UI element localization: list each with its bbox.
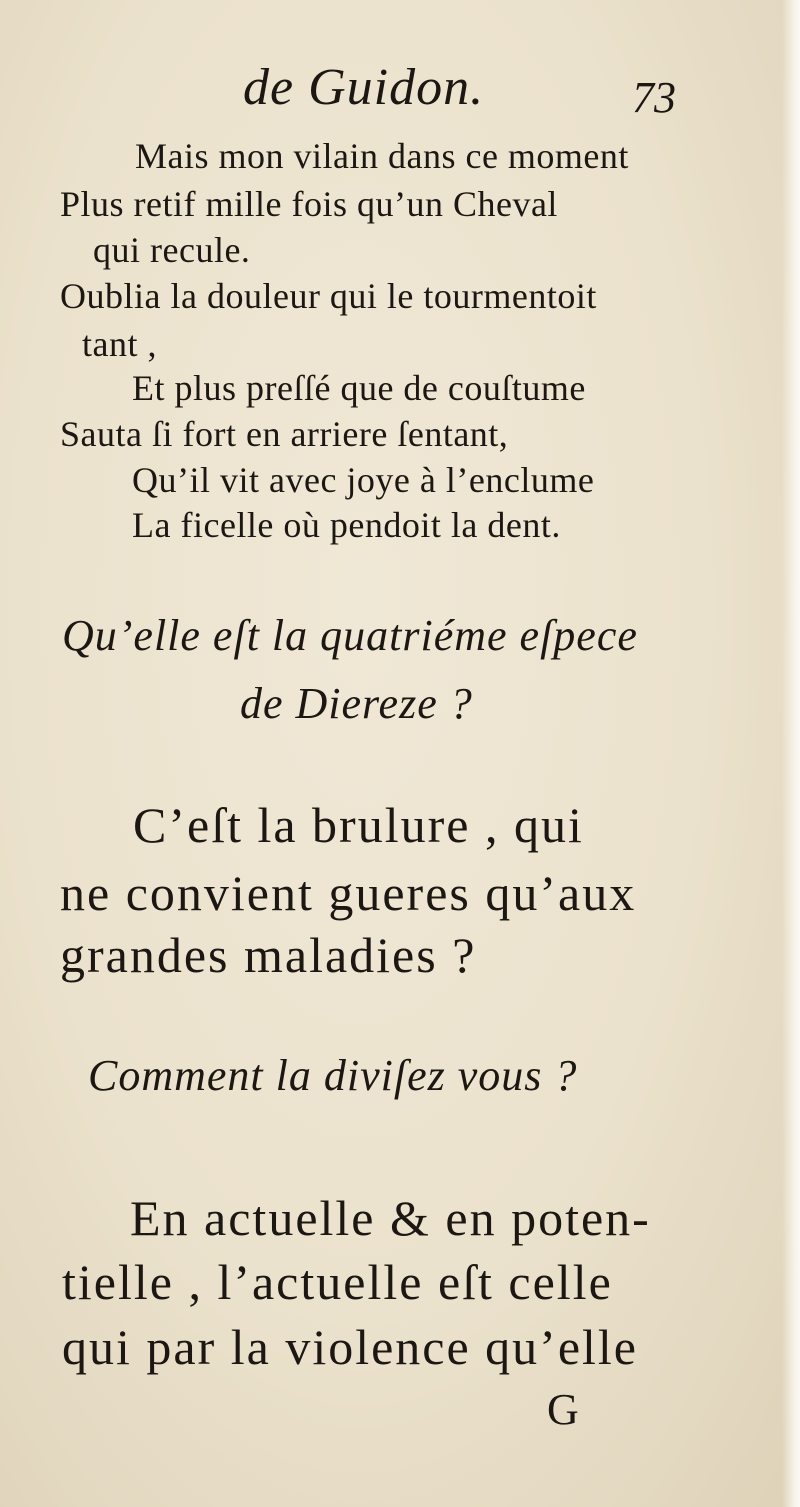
answer-line: grandes maladies ? xyxy=(60,927,477,983)
running-title: de Guidon. xyxy=(243,59,485,116)
verse-line: Qu’il vit avec joye à l’enclume xyxy=(132,460,595,500)
answer-line: C’eſt la brulure , qui xyxy=(133,797,584,853)
verse-line: Sauta ſi fort en arriere ſentant, xyxy=(60,414,509,454)
answer-line: qui par la violence qu’elle xyxy=(62,1319,638,1375)
page-number: 73 xyxy=(632,73,676,122)
verse-line: qui recule. xyxy=(93,230,251,270)
verse-line: Plus retif mille fois qu’un Cheval xyxy=(60,184,558,224)
answer-line: tielle , l’actuelle eſt celle xyxy=(62,1254,613,1310)
verse-line: La ficelle où pendoit la dent. xyxy=(132,505,561,545)
question-line: de Diereze ? xyxy=(240,679,473,728)
verse-line: Et plus preſſé que de couſtume xyxy=(132,368,586,408)
question-line: Qu’elle eſt la quatriéme eſpece xyxy=(62,611,638,660)
answer-line: ne convient gueres qu’aux xyxy=(60,865,637,921)
verse-line: Oublia la douleur qui le tourmentoit xyxy=(60,276,597,316)
answer-line: En actuelle & en poten- xyxy=(130,1190,651,1246)
page-edge xyxy=(782,0,800,1507)
verse-line: Mais mon vilain dans ce moment xyxy=(135,136,629,176)
signature-mark: G xyxy=(547,1385,579,1434)
verse-line: tant , xyxy=(82,324,157,364)
question-line: Comment la diviſez vous ? xyxy=(88,1051,578,1100)
